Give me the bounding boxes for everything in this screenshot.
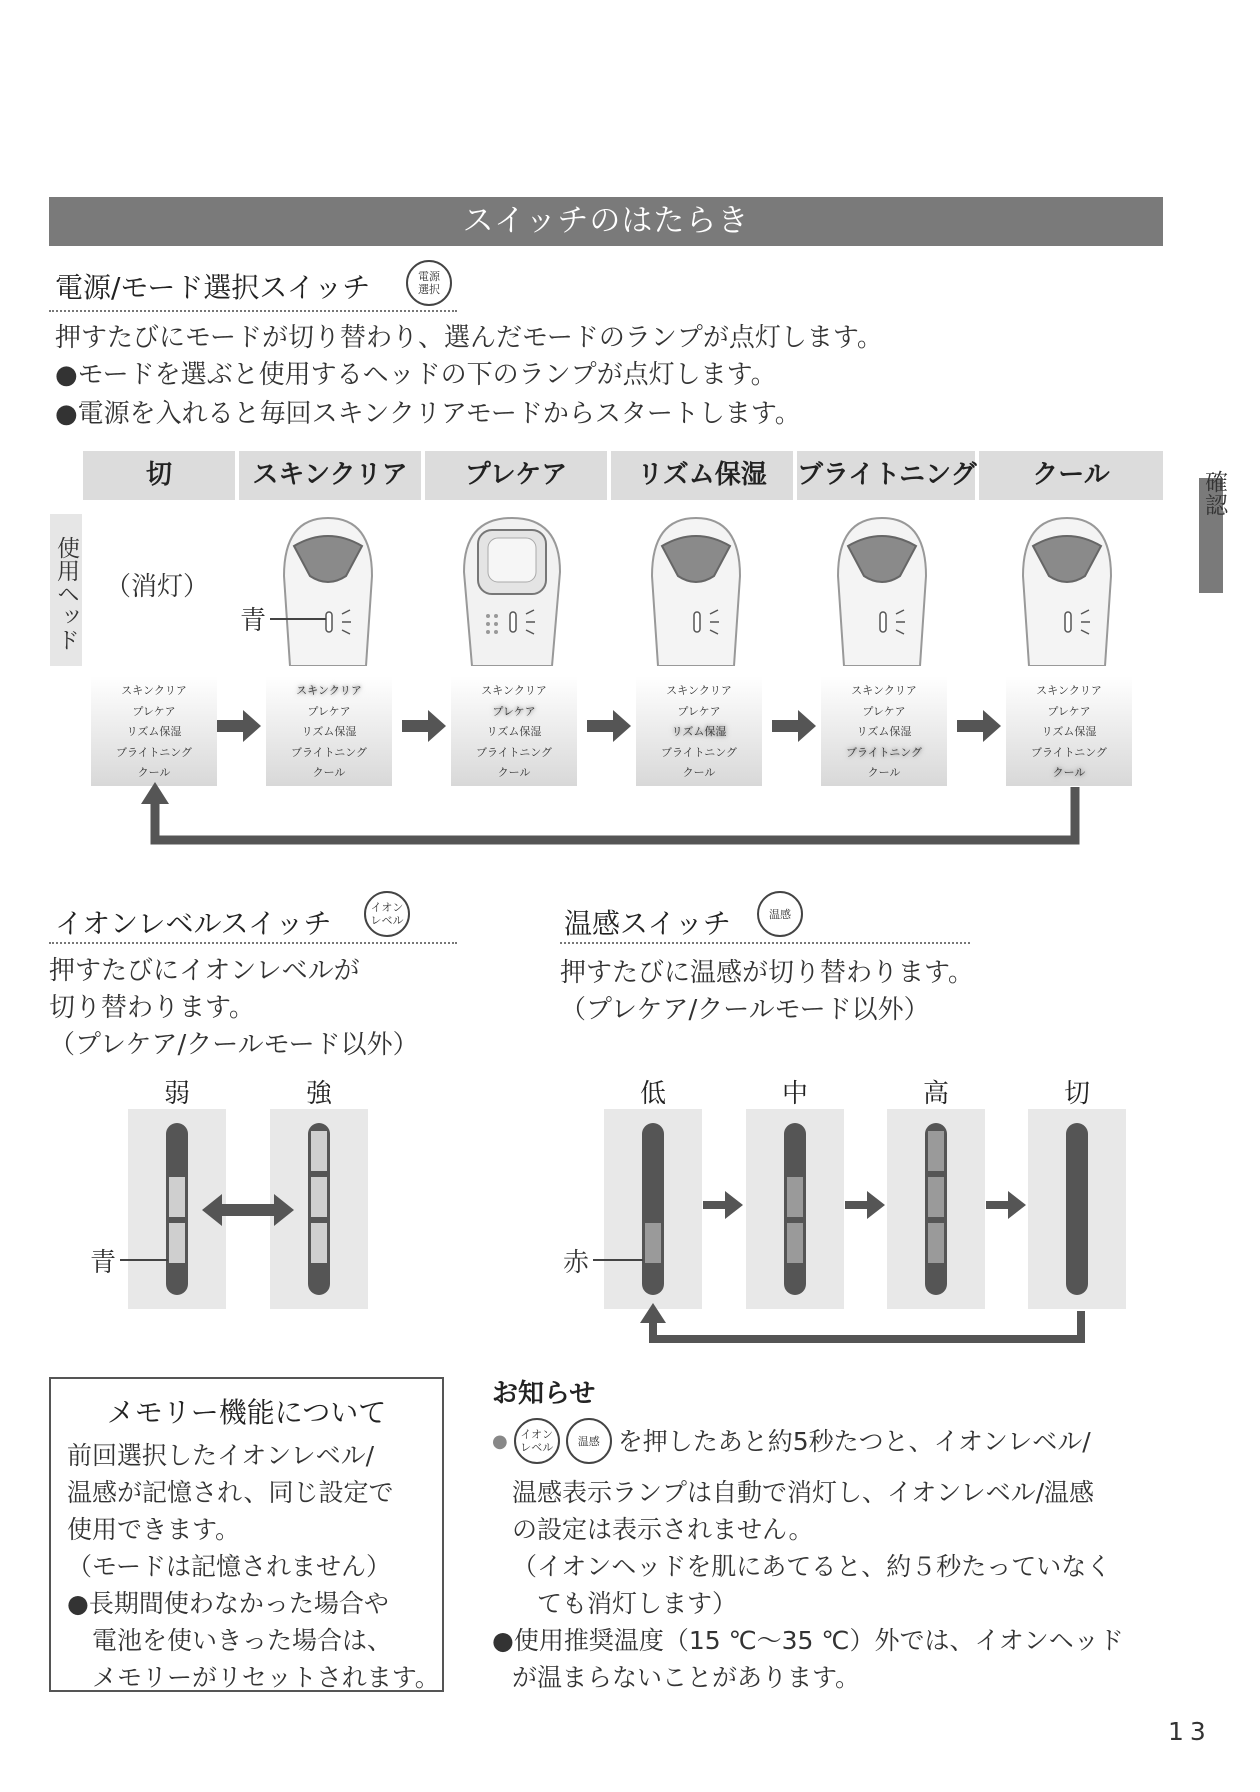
off-note: （消灯） bbox=[105, 572, 210, 602]
title-underline bbox=[49, 310, 457, 312]
ion-badge-line: レベル bbox=[520, 1441, 554, 1454]
lamp-item: スキンクリア bbox=[851, 684, 917, 697]
blue-lamp-label: 青 bbox=[240, 606, 267, 636]
temp-high-label: 高 bbox=[922, 1079, 949, 1109]
ion-switch-line: 押すたびにイオンレベルが bbox=[49, 956, 360, 986]
lamp-item: リズム保湿 bbox=[126, 725, 182, 738]
lamp-item: プレケア bbox=[677, 704, 721, 718]
mode-header-precare: プレケア bbox=[425, 451, 607, 500]
mode-header-rhythm: リズム保湿 bbox=[611, 451, 793, 500]
memory-line: 使用できます。 bbox=[67, 1515, 241, 1544]
next-arrow-icon bbox=[703, 1191, 743, 1219]
power-badge-line: 選択 bbox=[418, 283, 440, 296]
notice-body bbox=[512, 1474, 1111, 1622]
notice-line: 温感表示ランプは自動で消灯し、イオンレベル/温感 bbox=[512, 1478, 1095, 1507]
lamp-item: クール bbox=[137, 766, 171, 779]
page-number: 13 bbox=[1168, 1717, 1212, 1746]
brightening-head-device bbox=[830, 516, 934, 666]
ion-switch-title: イオンレベルスイッチ bbox=[55, 907, 332, 940]
warm-icon bbox=[566, 1418, 612, 1464]
ion-level-weak-label: 弱 bbox=[163, 1079, 190, 1109]
ion-badge-line: レベル bbox=[370, 914, 404, 927]
memory-line: ●長期間使わなかった場合や bbox=[67, 1589, 389, 1618]
lamp-item: ブライトニング bbox=[115, 745, 192, 759]
ion-switch-line: （プレケア/クールモード以外） bbox=[49, 1030, 419, 1060]
next-arrow-icon bbox=[402, 710, 446, 742]
temp-switch-line: （プレケア/クールモード以外） bbox=[560, 995, 930, 1025]
memory-line: 前回選択したイオンレベル/ bbox=[67, 1441, 375, 1470]
notice-line: ても消灯します） bbox=[512, 1589, 738, 1618]
title-underline bbox=[560, 942, 970, 944]
next-arrow-icon bbox=[217, 710, 261, 742]
lamp-item: クール bbox=[312, 766, 346, 779]
lamp-item: スキンクリア bbox=[121, 684, 187, 697]
notice-first-line bbox=[492, 1418, 1091, 1464]
warm-icon bbox=[757, 891, 803, 937]
warm-badge-line: 温感 bbox=[769, 907, 791, 921]
mode-header-off: 切 bbox=[83, 451, 235, 500]
power-select-icon bbox=[406, 260, 452, 306]
temp-cycle-arrows bbox=[0, 1185, 1260, 1355]
notice-line: ●使用推奨温度（15 ℃～35 ℃）外では、イオンヘッド bbox=[492, 1626, 1124, 1655]
notice-body-2 bbox=[492, 1622, 1124, 1696]
power-badge-line: 電源 bbox=[418, 270, 440, 283]
temp-switch-title: 温感スイッチ bbox=[564, 907, 731, 940]
temp-mid-label: 中 bbox=[781, 1079, 808, 1109]
rhythm-head-device bbox=[644, 516, 748, 666]
next-arrow-icon bbox=[957, 710, 1001, 742]
title-underline bbox=[49, 942, 457, 944]
ion-blue-label: 青 bbox=[90, 1248, 117, 1278]
mode-header-skinclear: スキンクリア bbox=[239, 451, 421, 500]
lamp-item: プレケア bbox=[1047, 704, 1091, 718]
lamp-item: リズム保湿 bbox=[486, 725, 542, 738]
lamp-item: スキンクリア bbox=[481, 684, 547, 697]
power-switch-title: 電源/モード選択スイッチ bbox=[55, 271, 371, 304]
lamp-item: プレケア bbox=[307, 704, 351, 718]
leader-line bbox=[270, 618, 326, 620]
memory-title: メモリー機能について bbox=[106, 1396, 387, 1429]
memory-function-box bbox=[49, 1377, 444, 1692]
precare-head-device bbox=[460, 516, 564, 666]
head-row-label: 使用ヘッド bbox=[50, 514, 82, 666]
section-banner: スイッチのはたらき bbox=[49, 197, 1163, 246]
lamp-item: クール bbox=[867, 766, 901, 779]
memory-line: 電池を使いきった場合は、 bbox=[67, 1626, 393, 1655]
bullet-icon: ● bbox=[492, 1430, 508, 1452]
skinclear-head-device bbox=[276, 516, 380, 666]
next-arrow-icon bbox=[772, 710, 816, 742]
lamp-item: ブライトニング bbox=[660, 745, 737, 759]
lamp-item: プレケア bbox=[492, 704, 536, 718]
lamp-item: プレケア bbox=[132, 704, 176, 718]
ion-level-strong-label: 強 bbox=[305, 1079, 332, 1109]
lamp-item: ブライトニング bbox=[845, 745, 922, 759]
warm-badge-line: 温感 bbox=[577, 1434, 600, 1448]
ion-level-icon bbox=[364, 891, 410, 937]
notice-line: を押したあと約5秒たつと、イオンレベル/ bbox=[617, 1426, 1091, 1456]
temp-red-label: 赤 bbox=[563, 1248, 590, 1278]
loop-back-line bbox=[653, 1311, 1081, 1339]
lamp-item: ブライトニング bbox=[475, 745, 552, 759]
ion-level-icon bbox=[514, 1418, 560, 1464]
loop-arrowhead-icon bbox=[141, 782, 169, 804]
notice-line: が温まらないことがあります。 bbox=[512, 1663, 861, 1692]
memory-line: 温感が記憶され、同じ設定で bbox=[67, 1478, 394, 1507]
power-switch-bullet: ●モードを選ぶと使用するヘッドの下のランプが点灯します。 bbox=[55, 360, 777, 390]
power-switch-description: 押すたびにモードが切り替わり、選んだモードのランプが点灯します。 bbox=[55, 323, 883, 353]
next-arrow-icon bbox=[587, 710, 631, 742]
temp-low-label: 低 bbox=[639, 1079, 666, 1109]
ion-badge-line: イオン bbox=[370, 901, 404, 914]
lamp-item: リズム保湿 bbox=[301, 725, 357, 738]
next-arrow-icon bbox=[845, 1191, 885, 1219]
lamp-item: プレケア bbox=[862, 704, 906, 718]
mode-header-brightening: ブライトニング bbox=[797, 451, 975, 500]
ion-switch-line: 切り替わります。 bbox=[49, 993, 255, 1023]
temp-off-label: 切 bbox=[1063, 1079, 1090, 1109]
lamp-item: クール bbox=[1052, 766, 1086, 779]
lamp-item: クール bbox=[682, 766, 716, 779]
loop-arrowhead-icon bbox=[640, 1303, 666, 1323]
lamp-item: リズム保湿 bbox=[1041, 725, 1097, 738]
ion-badge-line: イオン bbox=[520, 1428, 554, 1441]
next-arrow-icon bbox=[986, 1191, 1026, 1219]
power-switch-bullet: ●電源を入れると毎回スキンクリアモードからスタートします。 bbox=[55, 399, 801, 429]
cool-head-device bbox=[1015, 516, 1119, 666]
mode-header-cool: クール bbox=[979, 451, 1163, 500]
memory-line: メモリーがリセットされます。 bbox=[67, 1663, 440, 1692]
lamp-item: リズム保湿 bbox=[856, 725, 912, 738]
notice-line: の設定は表示されません。 bbox=[512, 1515, 814, 1544]
lamp-item: スキンクリア bbox=[666, 684, 732, 697]
memory-line: （モードは記憶されません） bbox=[67, 1552, 392, 1581]
lamp-item: クール bbox=[497, 766, 531, 779]
notice-line: （イオンヘッドを肌にあてると、約５秒たっていなく bbox=[512, 1552, 1112, 1581]
lamp-item: スキンクリア bbox=[1036, 684, 1102, 697]
temp-switch-line: 押すたびに温感が切り替わります。 bbox=[560, 958, 974, 988]
leader-line bbox=[593, 1259, 643, 1261]
notice-title: お知らせ bbox=[492, 1379, 596, 1409]
side-index-label: 確認 bbox=[1201, 470, 1227, 516]
lamp-item: ブライトニング bbox=[1030, 745, 1107, 759]
mode-cycle-arrows bbox=[0, 670, 1260, 850]
lamp-item: ブライトニング bbox=[290, 745, 367, 759]
lamp-item: スキンクリア bbox=[296, 684, 362, 697]
loop-back-line bbox=[155, 787, 1075, 840]
lamp-item: リズム保湿 bbox=[671, 725, 727, 738]
